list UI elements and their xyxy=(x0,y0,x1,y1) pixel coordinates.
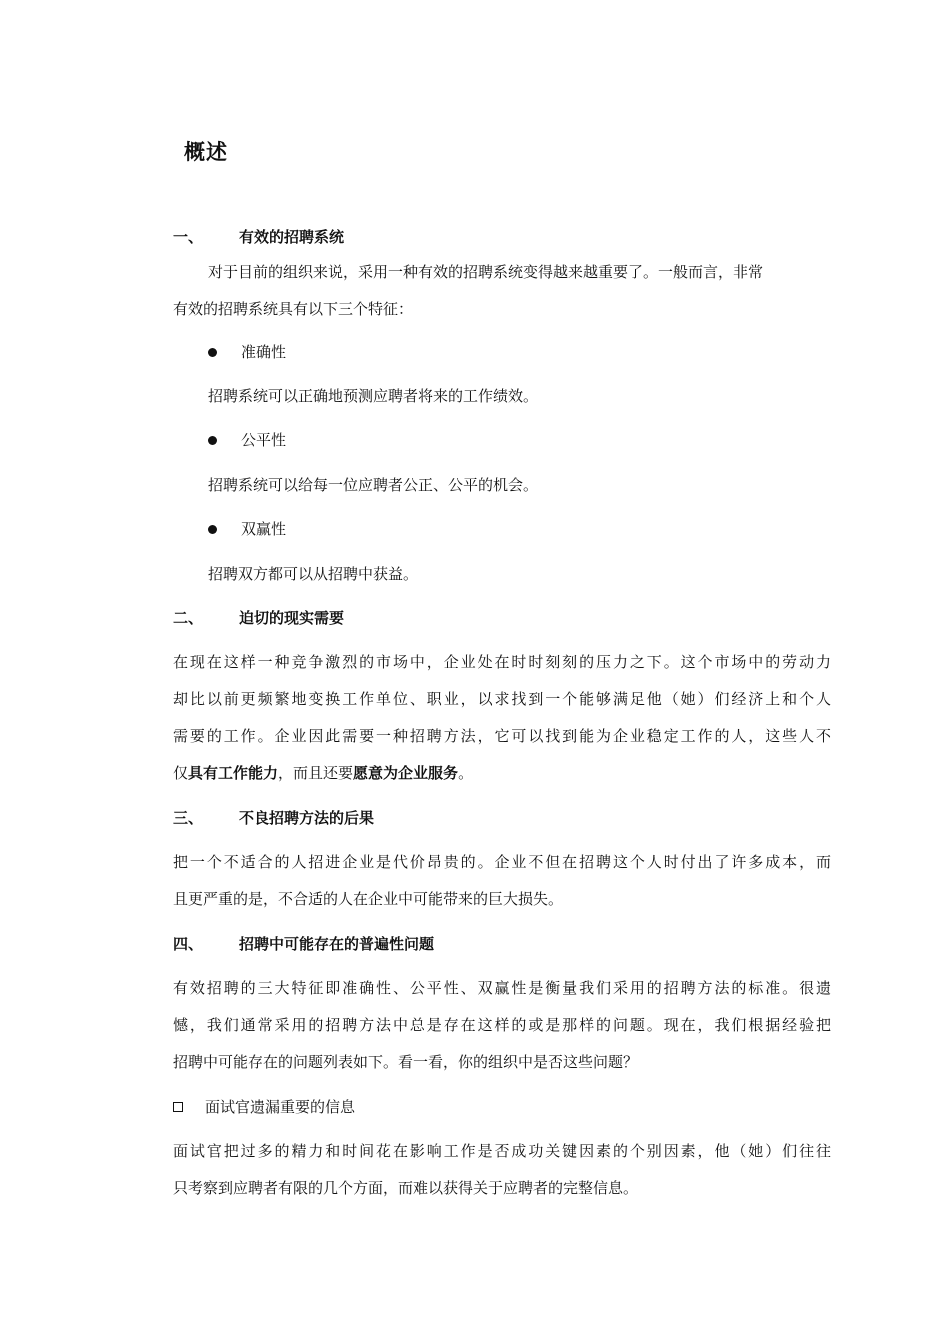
bullet-label: 准确性 xyxy=(241,343,287,361)
bullet-label: 双赢性 xyxy=(241,520,287,538)
problem-item xyxy=(173,1096,355,1118)
section-3-number: 三、 xyxy=(173,809,204,827)
problem-desc-line-2: 只考察到应聘者有限的几个方面，而难以获得关于应聘者的完整信息。 xyxy=(173,1179,639,1197)
section-2-line-1: 在现在这样一种竞争激烈的市场中，企业处在时时刻刻的压力之下。这个市场中的劳动力 xyxy=(173,653,831,671)
section-1-heading xyxy=(173,226,344,248)
section-4-heading xyxy=(173,933,434,955)
section-2-title: 迫切的现实需要 xyxy=(239,609,345,627)
section-2-number: 二、 xyxy=(173,609,204,627)
section-1-title: 有效的招聘系统 xyxy=(239,228,345,246)
section-1-intro-line-2: 有效的招聘系统具有以下三个特征： xyxy=(173,300,414,318)
section-4-line-2: 憾，我们通常采用的招聘方法中总是存在这样的或是那样的问题。现在，我们根据经验把 xyxy=(173,1016,831,1034)
section-4-line-3: 招聘中可能存在的问题列表如下。看一看，你的组织中是否这些问题？ xyxy=(173,1053,639,1071)
section-4-line-1: 有效招聘的三大特征即准确性、公平性、双赢性是衡量我们采用的招聘方法的标准。很遗 xyxy=(173,979,831,997)
page-title: 概述 xyxy=(184,140,228,164)
section-4-number: 四、 xyxy=(173,935,204,953)
bullet-dot-icon xyxy=(208,348,217,357)
section-1-number: 一、 xyxy=(173,228,204,246)
section-2-line-2: 却比以前更频繁地变换工作单位、职业，以求找到一个能够满足他（她）们经济上和个人 xyxy=(173,690,831,708)
section-3-title: 不良招聘方法的后果 xyxy=(239,809,375,827)
emphasis-text: 愿意为企业服务 xyxy=(353,764,459,782)
section-3-line-2: 且更严重的是，不合适的人在企业中可能带来的巨大损失。 xyxy=(173,890,564,908)
section-2-heading xyxy=(173,607,344,629)
bullet-desc: 招聘双方都可以从招聘中获益。 xyxy=(208,565,419,583)
section-3-heading xyxy=(173,807,374,829)
bullet-label: 公平性 xyxy=(241,431,287,449)
bullet-dot-icon xyxy=(208,525,217,534)
bullet-item-win-win xyxy=(208,518,286,540)
section-2-line-4 xyxy=(173,762,473,784)
problem-item-label: 面试官遗漏重要的信息 xyxy=(205,1098,356,1116)
problem-desc-line-1: 面试官把过多的精力和时间花在影响工作是否成功关键因素的个别因素，他（她）们往往 xyxy=(173,1142,831,1160)
section-3-line-1: 把一个不适合的人招进企业是代价昂贵的。企业不但在招聘这个人时付出了许多成本，而 xyxy=(173,853,831,871)
bullet-item-fairness xyxy=(208,429,286,451)
checkbox-square-icon xyxy=(173,1102,183,1112)
emphasis-text: 具有工作能力 xyxy=(188,764,279,782)
bullet-item-accuracy xyxy=(208,341,286,363)
bullet-desc: 招聘系统可以给每一位应聘者公正、公平的机会。 xyxy=(208,476,539,494)
text-run: 仅 xyxy=(173,764,189,782)
section-1-intro-line-1: 对于目前的组织来说，采用一种有效的招聘系统变得越来越重要了。一般而言，非常 xyxy=(208,263,764,281)
bullet-dot-icon xyxy=(208,436,217,445)
section-4-title: 招聘中可能存在的普遍性问题 xyxy=(239,935,435,953)
section-2-line-3: 需要的工作。企业因此需要一种招聘方法，它可以找到能为企业稳定工作的人，这些人不 xyxy=(173,727,831,745)
text-run: ，而且还要 xyxy=(278,764,354,782)
text-run: 。 xyxy=(458,764,474,782)
bullet-desc: 招聘系统可以正确地预测应聘者将来的工作绩效。 xyxy=(208,387,539,405)
